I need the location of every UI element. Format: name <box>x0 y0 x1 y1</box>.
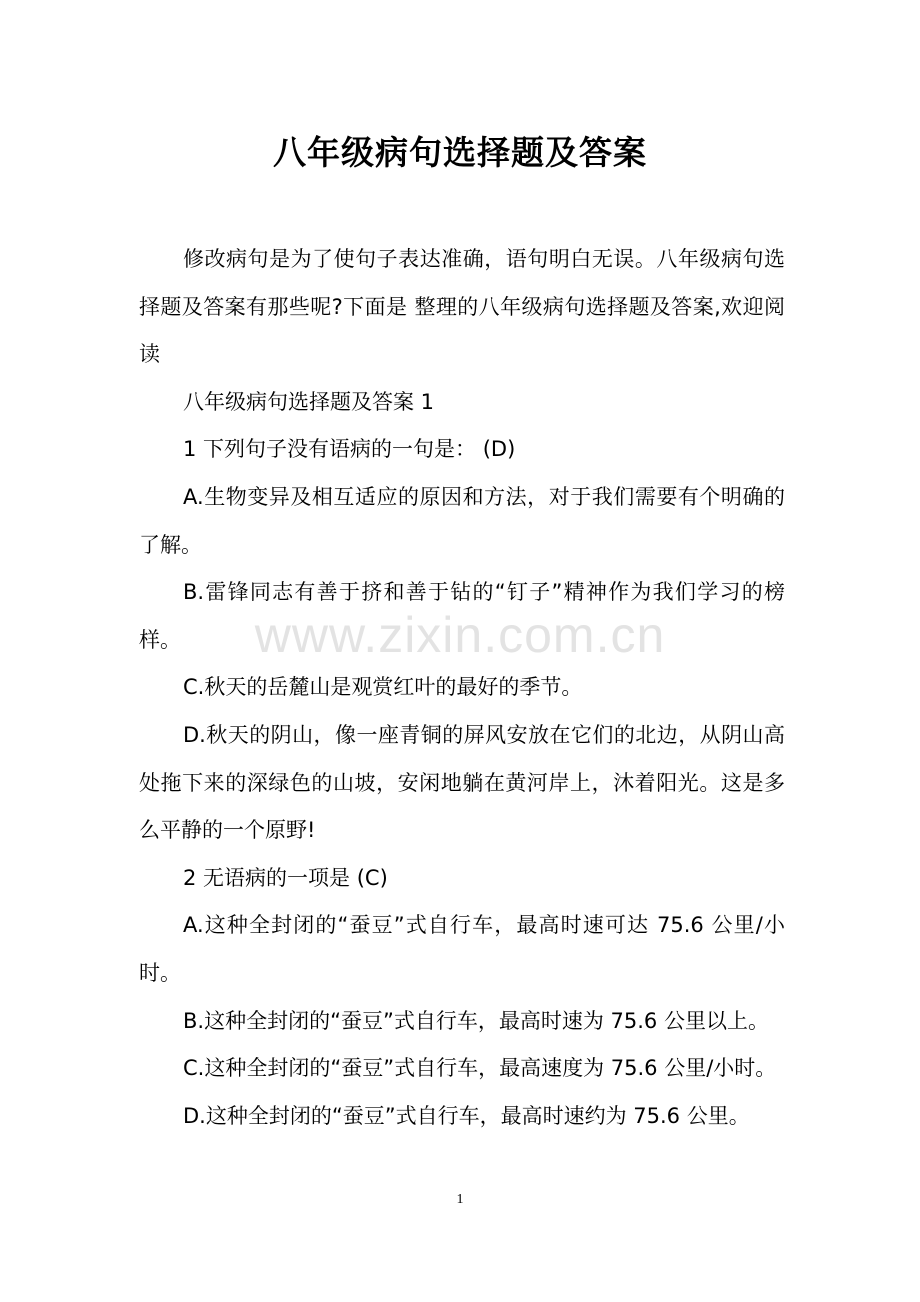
question-2-option-a: A.这种全封闭的“蚕豆”式自行车，最高时速可达 75.6 公里/小时。 <box>139 913 785 985</box>
document-body <box>139 236 785 1140</box>
question-2: 2 无语病的一项是 (C) <box>183 865 388 890</box>
question-2-option-b: B.这种全封闭的“蚕豆”式自行车，最高时速为 75.6 公里以上。 <box>183 1008 769 1033</box>
question-1: 1 下列句子没有语病的一句是： (D) <box>183 437 516 462</box>
intro-paragraph: 修改病句是为了使句子表达准确，语句明白无误。八年级病句选择题及答案有那些呢?下面是 整理的八年级病句选择题及答案,欢迎阅读 <box>139 247 785 367</box>
question-1-option-b: B.雷锋同志有善于挤和善于钻的“钉子”精神作为我们学习的榜样。 <box>139 580 785 652</box>
document-title: 八年级病句选择题及答案 <box>273 133 647 172</box>
watermark-text: www.zixin.com.cn <box>254 607 666 663</box>
question-1-option-a: A.生物变异及相互适应的原因和方法，对于我们需要有个明确的了解。 <box>139 484 785 557</box>
question-1-option-d: D.秋天的阴山，像一座青铜的屏风安放在它们的北边，从阴山高处拖下来的深绿色的山坡，安闲地躺在黄河岸上，沐着阳光。这是多么平静的一个原野! <box>139 722 785 843</box>
section-heading: 八年级病句选择题及答案 1 <box>183 389 435 414</box>
question-2-option-c: C.这种全封闭的“蚕豆”式自行车，最高速度为 75.6 公里/小时。 <box>183 1056 777 1081</box>
question-2-option-d: D.这种全封闭的“蚕豆”式自行车，最高时速约为 75.6 公里。 <box>183 1103 750 1128</box>
page-number: 1 <box>456 1192 464 1207</box>
question-1-option-c: C.秋天的岳麓山是观赏红叶的最好的季节。 <box>183 675 583 700</box>
